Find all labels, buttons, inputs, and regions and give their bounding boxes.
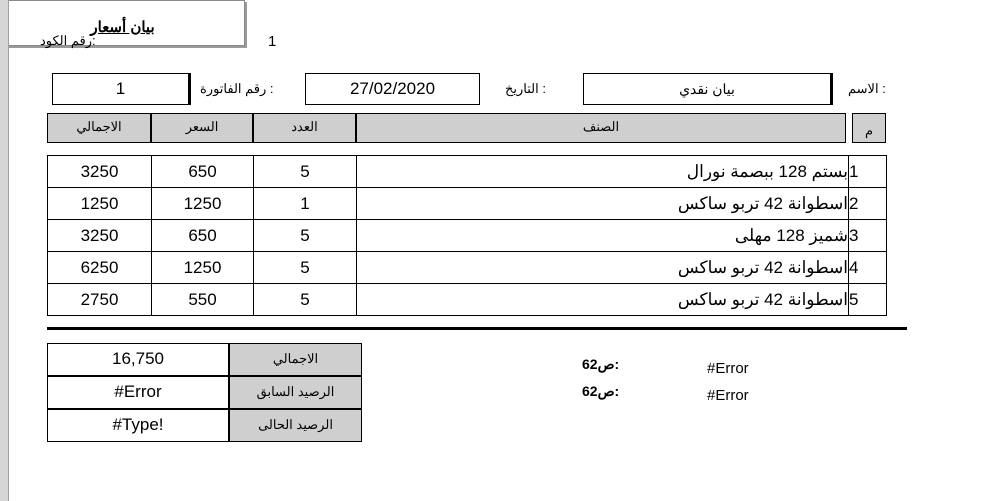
current-balance-label: الرصيد الحالى: [229, 409, 362, 442]
row-price: 550: [152, 284, 254, 316]
code-label: رقم الكود:: [40, 33, 96, 48]
note-value: #Error: [707, 360, 749, 377]
current-balance-value: #Type!: [47, 409, 229, 442]
row-index: 3: [849, 220, 887, 252]
row-item: اسطوانة 42 تربو ساكس: [357, 188, 849, 220]
note-value: #Error: [707, 387, 749, 404]
row-total: 2750: [48, 284, 152, 316]
date-field[interactable]: 27/02/2020: [305, 73, 480, 105]
note-label: ص62:: [582, 383, 620, 399]
row-index: 1: [849, 156, 887, 188]
row-item: شميز 128 مهلى: [357, 220, 849, 252]
total-label: الاجمالي: [229, 343, 362, 376]
row-item: اسطوانة 42 تربو ساكس: [357, 252, 849, 284]
name-label: الاسم :: [848, 81, 886, 96]
table-row: [48, 220, 887, 252]
row-price: 1250: [152, 252, 254, 284]
note-label: ص62:: [582, 356, 620, 372]
row-index: 2: [849, 188, 887, 220]
row-price: 650: [152, 156, 254, 188]
row-qty: 1: [254, 188, 357, 220]
column-header-price: السعر: [151, 113, 253, 143]
table-row: [48, 252, 887, 284]
column-header-index: م: [852, 113, 886, 143]
row-price: 1250: [152, 188, 254, 220]
row-total: 1250: [48, 188, 152, 220]
row-total: 6250: [48, 252, 152, 284]
row-total: 3250: [48, 220, 152, 252]
row-total: 3250: [48, 156, 152, 188]
row-index: 4: [849, 252, 887, 284]
row-qty: 5: [254, 220, 357, 252]
table-row: [48, 188, 887, 220]
row-qty: 5: [254, 284, 357, 316]
code-value: 1: [268, 33, 277, 50]
row-price: 650: [152, 220, 254, 252]
column-header-total: الاجمالي: [47, 113, 151, 143]
date-label: التاريخ :: [505, 81, 546, 96]
window-frame-edge: [0, 0, 9, 501]
row-index: 5: [849, 284, 887, 316]
row-item: اسطوانة 42 تربو ساكس: [357, 284, 849, 316]
document-title-text: بيان أسعار: [90, 19, 155, 36]
table-row: [48, 156, 887, 188]
row-item: بستم 128 ببصمة نورال: [357, 156, 849, 188]
previous-balance-label: الرصيد السابق: [229, 376, 362, 409]
row-qty: 5: [254, 156, 357, 188]
invoice-label: رقم الفاتورة :: [200, 81, 274, 96]
previous-balance-value: #Error: [47, 376, 229, 409]
row-qty: 5: [254, 252, 357, 284]
name-field[interactable]: بيان نقدي: [583, 73, 833, 105]
column-header-item: الصنف: [356, 113, 846, 143]
items-table: [47, 155, 887, 316]
table-row: [48, 284, 887, 316]
invoice-field[interactable]: 1: [52, 73, 191, 105]
total-value: 16,750: [47, 343, 229, 376]
column-header-qty: العدد: [253, 113, 356, 143]
table-bottom-rule: [47, 327, 907, 330]
document-title: [0, 0, 245, 46]
